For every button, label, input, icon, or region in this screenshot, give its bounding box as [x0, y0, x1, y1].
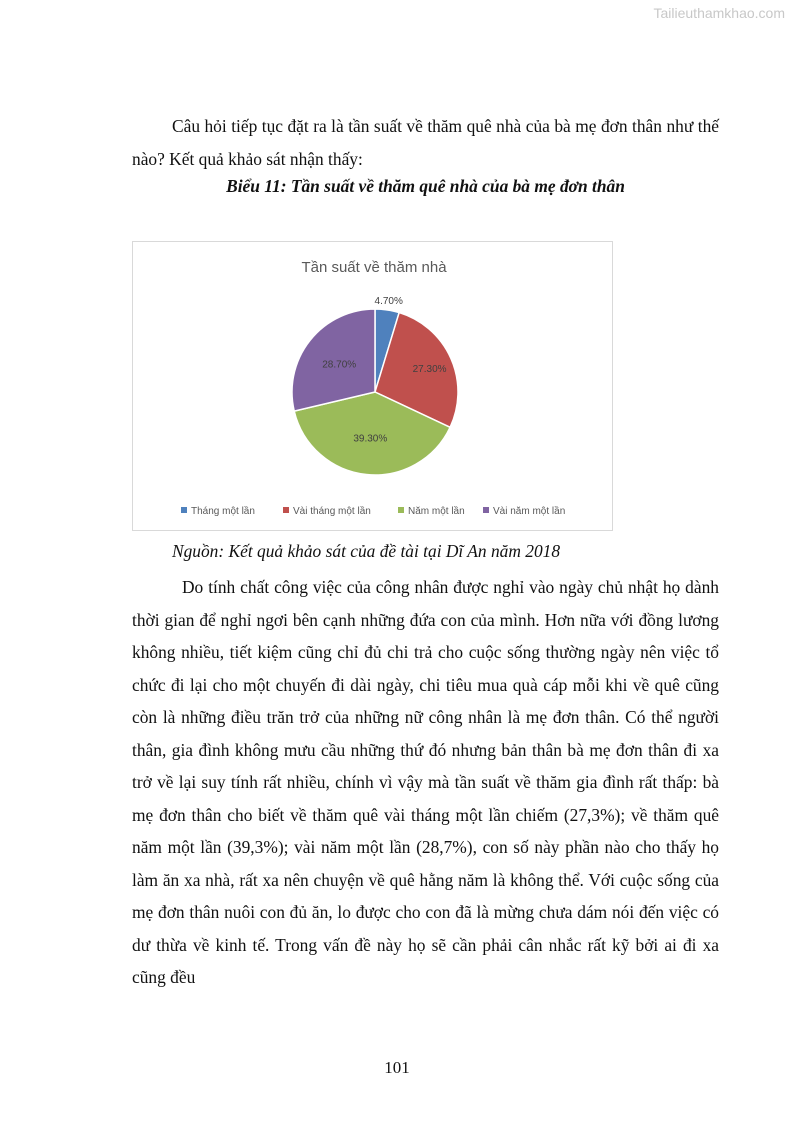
legend-label-3: Năm một lần — [408, 506, 465, 517]
page-number: 101 — [384, 1058, 410, 1077]
chart-title: Tần suất về thăm nhà — [301, 259, 447, 276]
legend-swatch-3 — [398, 507, 404, 513]
data-label-1: 4.70% — [374, 296, 403, 307]
legend-label-1: Tháng một lần — [191, 506, 255, 517]
figure-caption: Biểu 11: Tần suất về thăm quê nhà của bà mẹ đơn thân — [226, 176, 625, 196]
legend-label-2: Vài tháng một lần — [293, 506, 371, 517]
data-label-4: 28.70% — [322, 359, 357, 371]
legend-swatch-4 — [483, 507, 489, 513]
body-paragraph: Do tính chất công việc của công nhân được nghỉ vào ngày chủ nhật họ dành thời gian để nghỉ ngơi bên cạnh những đứa con của mình. Hơn nữa với đồng lương không nhiều, tiết kiệm cũng chỉ đủ chi trả cho cuộc sống thường ngày nên việc tổ chức đi lại cho một chuyến đi dài ngày, chi tiêu mua quà cáp mỗi khi về quê cũng còn là những điều trăn trở của những nữ công nhân là mẹ đơn thân. Có thể người thân, gia đình không mưu cầu những thứ đó nhưng bản thân bà mẹ đơn thân đi xa trở về lại suy tính rất nhiều, chính vì vậy mà tần suất về thăm gia đình rất thấp: bà mẹ đơn thân cho biết về thăm quê vài tháng một lần chiếm (27,3%); về thăm quê năm một lần (39,3%); vài năm một lần (28,7%), con số này phần nào cho thấy họ làm ăn xa nhà, rất xa nên chuyện về quê hằng năm là không thể. Với cuộc sống của mẹ đơn thân nuôi con đủ ăn, lo được cho con đã là mừng chưa dám nói đến việc có dư thừa về kinh tế. Trong vấn đề này họ sẽ cần phải cân nhắc rất kỹ bởi ai đi xa cũng đều — [132, 577, 719, 987]
watermark: Tailieuthamkhao.com — [653, 5, 785, 21]
legend-label-4: Vài năm một lần — [493, 506, 566, 517]
intro-paragraph: Câu hỏi tiếp tục đặt ra là tần suất về thăm quê nhà của bà mẹ đơn thân như thế nào? Kết quả khảo sát nhận thấy: — [132, 116, 719, 169]
data-label-2: 27.30% — [412, 363, 447, 375]
source-note: Nguồn: Kết quả khảo sát của đề tài tại Dĩ An năm 2018 — [172, 541, 561, 561]
data-label-3: 39.30% — [353, 433, 388, 445]
pie-chart — [132, 241, 613, 531]
legend-swatch-2 — [283, 507, 289, 513]
legend-swatch-1 — [181, 507, 187, 513]
